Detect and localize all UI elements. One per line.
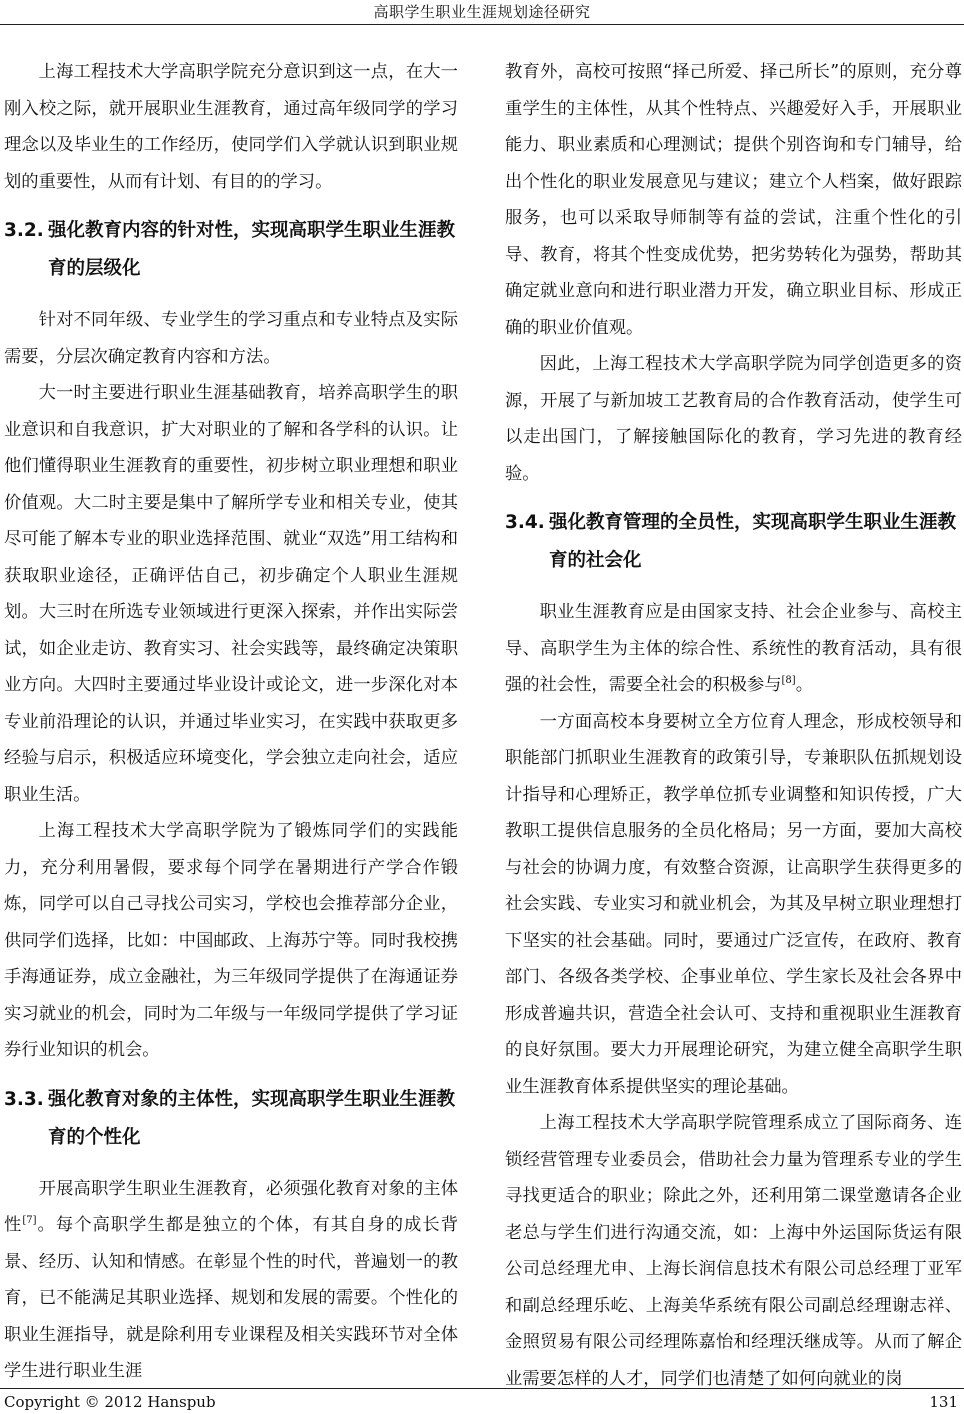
section-heading-3-3 xyxy=(4,1081,458,1157)
section-number: 3.2. xyxy=(4,220,44,241)
paragraph: 一方面高校本身要树立全方位育人理念，形成校领导和职能部门抓职业生涯教育的政策引导，专兼职队伍抓规划设计指导和心理矫正，教学单位抓专业调整和知识传授，广大教职工提供信息服务的全员化格局；另一方面，要加大高校与社会的协调力度，有效整合资源，让高职学生获得更多的社会实践、专业实习和就业机会，为其及早树立职业理想打下坚实的社会基础。同时，要通过广泛宣传，在政府、教育部门、各级各类学校、企事业单位、学生家长及社会各界中形成普遍共识，营造全社会认可、支持和重视职业生涯教育的良好氛围。要大力开展理论研究，为建立健全高职学生职业生涯教育体系提供坚实的理论基础。 xyxy=(505,711,962,1097)
page-footer xyxy=(0,1392,964,1412)
citation-ref: [8] xyxy=(781,675,796,686)
citation-ref: [7] xyxy=(22,1215,37,1226)
left-column xyxy=(4,54,458,1390)
paragraph-text: 开展高职学生职业生涯教育，必须强化教育对象的主体性 xyxy=(4,1178,458,1235)
paragraph-text: 职业生涯教育应是由国家支持、社会企业参与、高校主导、高职学生为主体的综合性、系统性的教育活动，具有很强的社会性，需要全社会的积极参与 xyxy=(505,602,962,695)
section-heading-3-2 xyxy=(4,212,458,288)
paragraph: 上海工程技术大学高职学院管理系成立了国际商务、连锁经营管理专业委员会，借助社会力量为管理系专业的学生寻找更适合的职业；除此之外，还利用第二课堂邀请各企业老总与学生们进行沟通交流，如：上海中外运国际货运有限公司总经理尤申、上海长润信息技术有限公司总经理丁亚军和副总经理乐屹、上海美华系统有限公司副总经理谢志祥、金照贸易有限公司经理陈嘉怡和经理沃继成等。从而了解企业需要怎样的人才，同学们也清楚了如何向就业的岗 xyxy=(505,1113,962,1389)
section-number: 3.3. xyxy=(4,1088,44,1110)
paragraph-text: 。 xyxy=(795,675,813,695)
section-heading-3-4 xyxy=(505,504,962,580)
right-column xyxy=(505,54,962,1397)
paragraph: 上海工程技术大学高职学院为了锻炼同学们的实践能力，充分利用暑假，要求每个同学在暑期进行产学合作锻炼，同学可以自己寻找公司实习，学校也会推荐部分企业，供同学们选择，比如：中国邮政、上海苏宁等。同时我校携手海通证券，成立金融社，为三年级同学提供了在海通证券实习就业的机会，同时为二年级与一年级同学提供了学习证券行业知识的机会。 xyxy=(4,821,458,1060)
paragraph: 大一时主要进行职业生涯基础教育，培养高职学生的职业意识和自我意识，扩大对职业的了解和各学科的认识。让他们懂得职业生涯教育的重要性，初步树立职业理想和职业价值观。大二时主要是集中了解所学专业和相关专业，使其尽可能了解本专业的职业选择范围、就业“双选”用工结构和获取职业途径，正确评估自己，初步确定个人职业生涯规划。大三时在所选专业领域进行更深入探索，并作出实际尝试，如企业走访、教育实习、社会实践等，最终确定决策职业方向。大四时主要通过毕业设计或论文，进一步深化对本专业前沿理论的认识，并通过毕业实习，在实践中获取更多经验与启示，积极适应环境变化，学会独立走向社会，适应职业生活。 xyxy=(4,383,458,805)
header-rule xyxy=(0,24,964,25)
section-title: 强化教育内容的针对性，实现高职学生职业生涯教育的层级化 xyxy=(48,220,456,279)
section-title: 强化教育对象的主体性，实现高职学生职业生涯教育的个性化 xyxy=(48,1088,456,1148)
paragraph: 针对不同年级、专业学生的学习重点和专业特点及实际需要，分层次确定教育内容和方法。 xyxy=(4,310,458,367)
paragraph-continued: 教育外，高校可按照“择己所爱、择己所长”的原则，充分尊重学生的主体性，从其个性特点、兴趣爱好入手，开展职业能力、职业素质和心理测试；提供个别咨询和专门辅导，给出个性化的职业发展意见与建议；建立个人档案，做好跟踪服务，也可以采取导师制等有益的尝试，注重个性化的引导、教育，将其个性变成优势，把劣势转化为强势，帮助其确定就业意向和进行职业潜力开发，确立职业目标、形成正确的职业价值观。 xyxy=(505,62,962,338)
section-number: 3.4. xyxy=(505,512,545,533)
paragraph: 上海工程技术大学高职学院充分意识到这一点，在大一刚入校之际，就开展职业生涯教育，通过高年级同学的学习理念以及毕业生的工作经历，使同学们入学就认识到职业规划的重要性，从而有计划、有目的的学习。 xyxy=(4,62,458,192)
footer-rule xyxy=(0,1388,964,1389)
section-title: 强化教育管理的全员性，实现高职学生职业生涯教育的社会化 xyxy=(549,512,957,571)
paragraph xyxy=(505,594,962,704)
running-title: 高职学生职业生涯规划途径研究 xyxy=(373,3,591,21)
paragraph-text: 。每个高职学生都是独立的个体，有其自身的成长背景、经历、认知和情感。在彰显个性的时代，普遍划一的教育，已不能满足其职业选择、规划和发展的需要。个性化的职业生涯指导，就是除利用专业课程及相关实践环节对全体学生进行职业生涯 xyxy=(4,1215,458,1381)
paragraph: 因此，上海工程技术大学高职学院为同学创造更多的资源，开展了与新加坡工艺教育局的合作教育活动，使学生可以走出国门，了解接触国际化的教育，学习先进的教育经验。 xyxy=(505,354,962,484)
page-number: 131 xyxy=(929,1393,958,1411)
copyright-notice: Copyright © 2012 Hanspub xyxy=(4,1393,216,1411)
paragraph xyxy=(4,1171,458,1390)
